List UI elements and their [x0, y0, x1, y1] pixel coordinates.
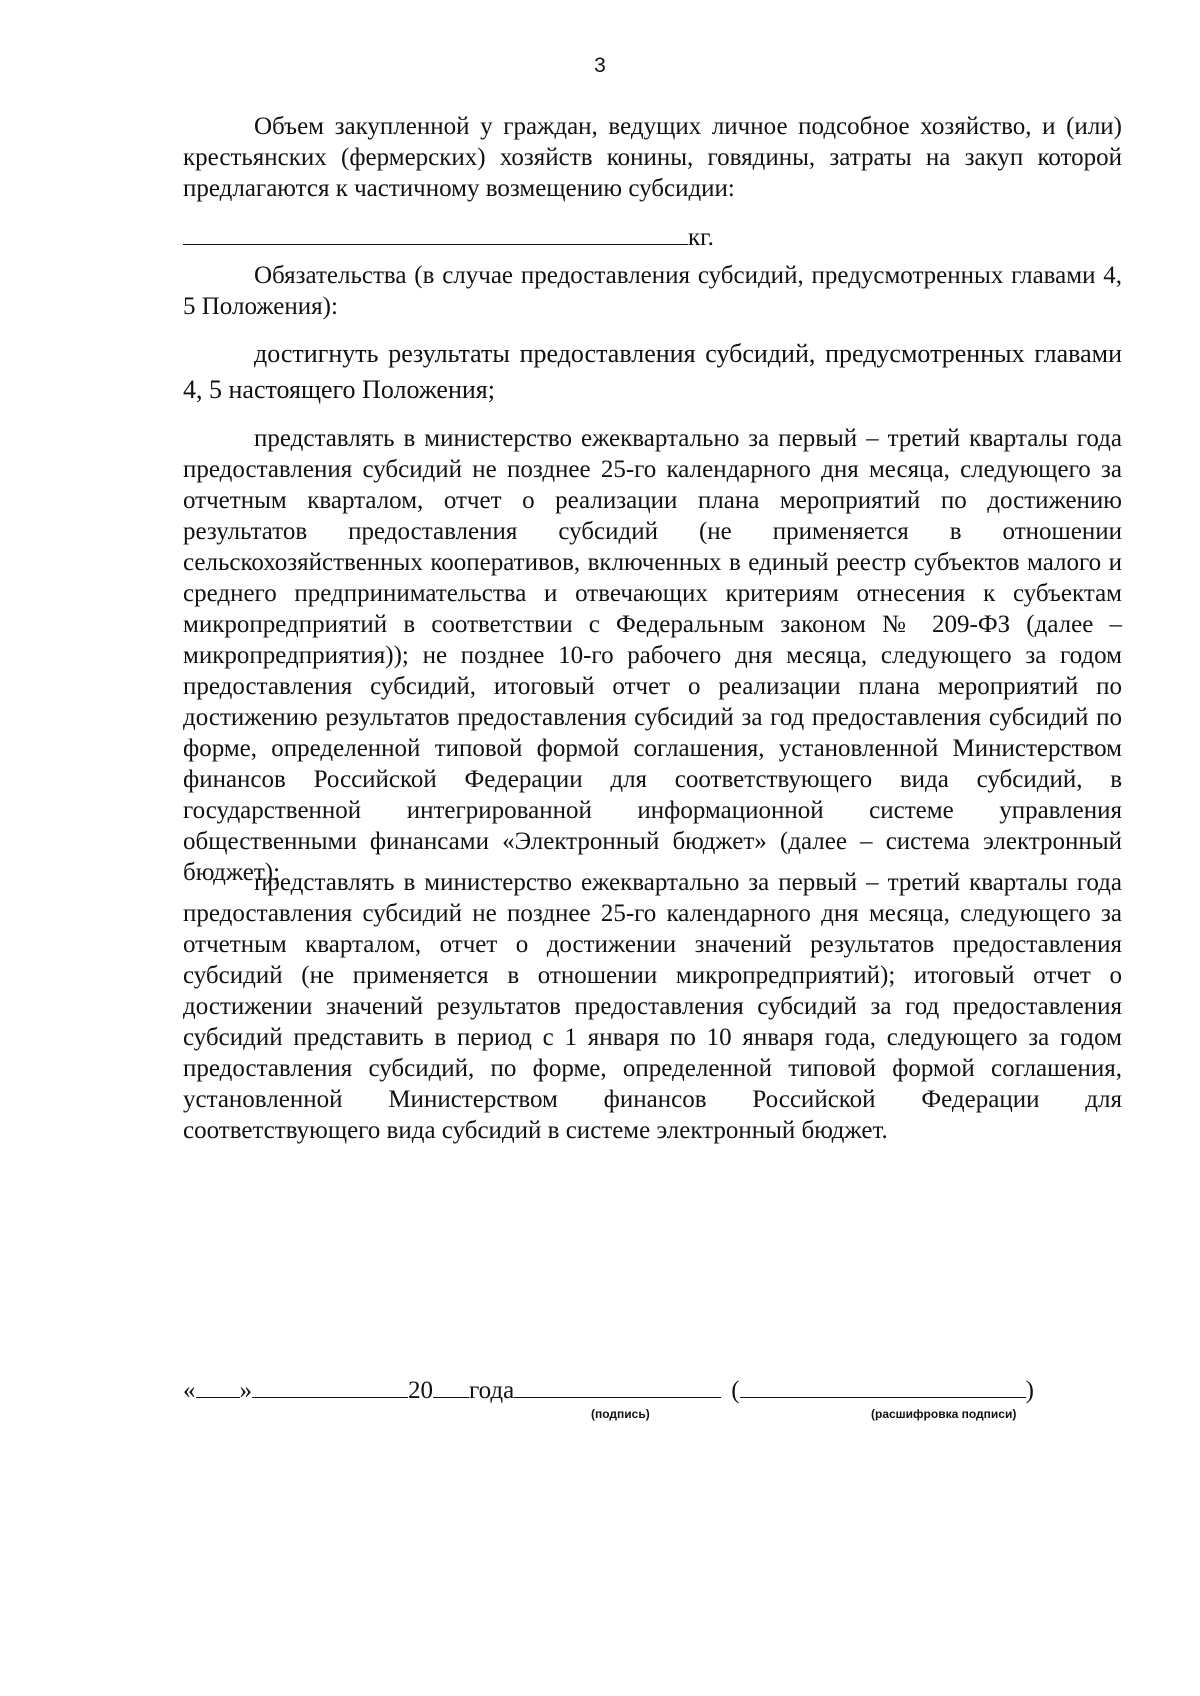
open-paren: (: [731, 1377, 740, 1404]
signature-caption: (подпись): [591, 1407, 650, 1421]
report-plan-paragraph: представлять в министерство ежеквартально за первый – третий кварталы года предоставления субсидий не позднее 25-го календарного дня месяца, следующего за отчетным кварталом, отчет о реализации плана мероприятий по достижению результатов предоставления субсидий (не применяется в отношении сельскохозяйственных кооперативов, включенных в единый реестр субъектов малого и среднего предпринимательства и отвечающих критериям отнесения к субъектам микропредприятий в соответствии с Федеральным законом № 209-ФЗ (далее – микропредприятия)); не позднее 10-го рабочего дня месяца, следующего за годом предоставления субсидий, итоговый отчет о реализации плана мероприятий по достижению результатов предоставления субсидий за год предоставления субсидий по форме, определенной типовой формой соглашения, установленной Министерством финансов Российской Федерации для соответствующего вида субсидий, в государственной интегрированной информационной системе управления общественными финансами «Электронный бюджет» (далее – система электронный бюджет);: [183, 425, 1122, 886]
unit-label: кг.: [688, 224, 714, 251]
decoding-caption: (расшифровка подписи): [871, 1407, 1017, 1421]
month-blank: [252, 1375, 408, 1398]
volume-paragraph: Объем закупленной у граждан, ведущих личное подсобное хозяйство, и (или) крестьянских (фермерских) хозяйств конины, говядины, затраты на закуп которой предлагаются к частичному возмещению субсидии:: [183, 113, 1122, 202]
close-quote: »: [239, 1377, 252, 1404]
signature-blank: [514, 1375, 721, 1398]
report-results-paragraph: представлять в министерство ежеквартально за первый – третий кварталы года предоставления субсидий не позднее 25-го календарного дня месяца, следующего за отчетным кварталом, отчет о достижении значений результатов предоставления субсидий (не применяется в отношении микропредприятий); итоговый отчет о достижении значений результатов предоставления субсидий за год предоставления субсидий представить в период с 1 января по 10 января года, следующего за годом предоставления субсидий, по форме, определенной типовой формой соглашения, установленной Министерством финансов Российской Федерации для соответствующего вида субсидий в системе электронный бюджет.: [183, 869, 1122, 1144]
day-blank: [196, 1375, 240, 1398]
obligations-paragraph: Обязательства (в случае предоставления субсидий, предусмотренных главами 4, 5 Положения):: [183, 262, 1122, 320]
century-label: 20: [408, 1377, 433, 1404]
amount-blank: [183, 222, 688, 245]
signature-row: [183, 1375, 1034, 1406]
decoding-blank: [740, 1375, 1026, 1398]
open-quote: «: [183, 1377, 196, 1404]
achieve-paragraph: достигнуть результаты предоставления субсидий, предусмотренных главами 4, 5 настоящего Положения;: [183, 339, 1122, 404]
amount-line: [183, 222, 714, 253]
page-number: 3: [594, 54, 606, 77]
year-word: года: [469, 1377, 515, 1404]
close-paren: ): [1025, 1377, 1034, 1404]
year-blank: [433, 1375, 469, 1398]
